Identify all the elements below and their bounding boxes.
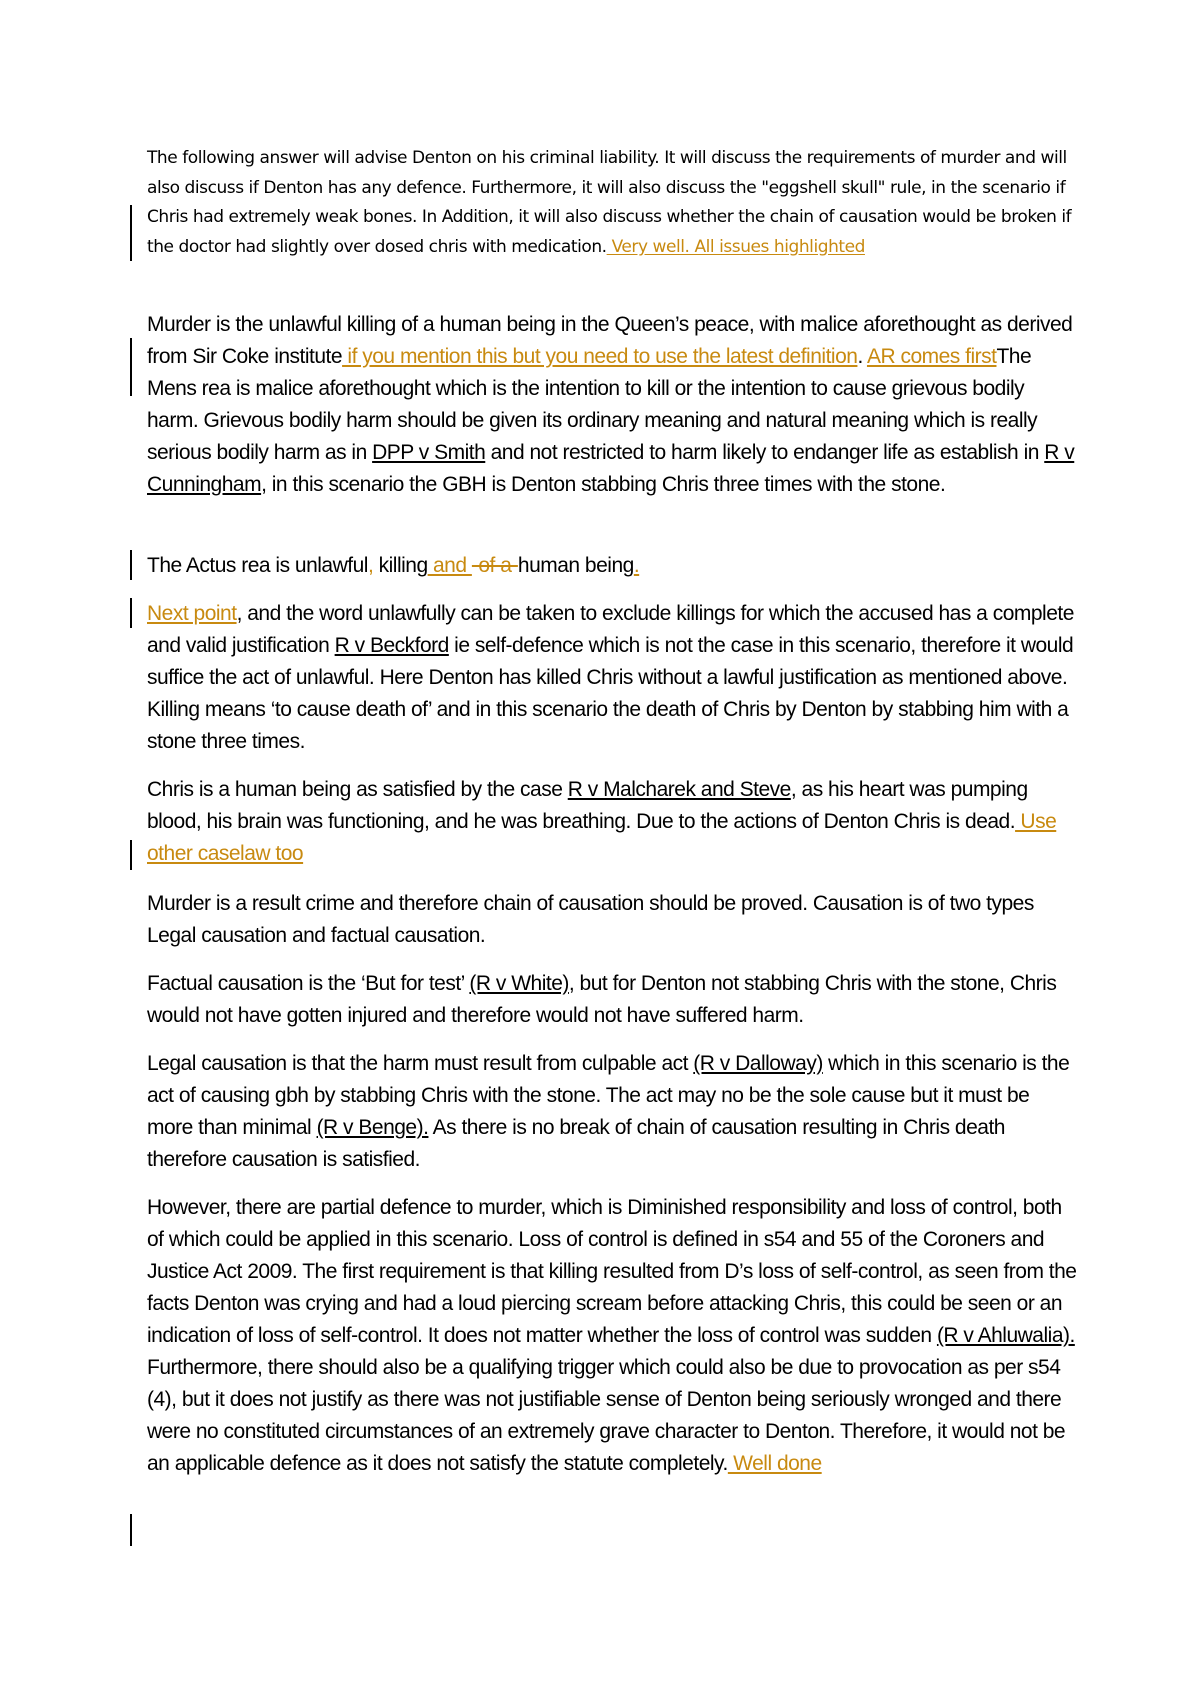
case-reference: (R v Dalloway): [693, 1052, 823, 1075]
human-paragraph: [147, 774, 1077, 870]
factual-text-a: Factual causation is the ‘But for test’: [147, 972, 470, 995]
reviewer-comment: if you mention this but you need to use the latest definition: [342, 345, 858, 368]
case-reference: DPP v Smith: [372, 441, 486, 464]
inserted-text: ,: [367, 554, 374, 577]
reviewer-comment: Well done: [727, 1452, 822, 1475]
legal-paragraph: [147, 1048, 1077, 1176]
intro-paragraph: [147, 144, 1077, 262]
actus-text-b: killing: [373, 554, 428, 577]
change-bar: [130, 598, 132, 628]
murder-text-a: Murder is the unlawful killing of a human being in the Queen’s peace, with malice aforethought as derived from Sir Coke institute: [147, 313, 1073, 368]
case-reference: R v Cunningham: [147, 441, 1075, 496]
reviewer-comment: AR comes first: [866, 345, 997, 368]
legal-text-b: which in this scenario is the act of causing gbh by stabbing Chris with the stone. The act may no be the sole cause but it must be more than minimal: [147, 1052, 1070, 1139]
murder-text-c: and not restricted to harm likely to endanger life as establish in: [485, 441, 1045, 464]
result-paragraph: [147, 888, 1077, 952]
unlawful-text-b: ie self-defence which is not the case in this scenario, therefore it would suffice the act of unlawful. Here Denton has killed Chris without a lawful justification as mentioned above. Killing means ‘to cause death of’ and in this scenario the death of Chris by Denton by stabbing him with a stone three times.: [147, 634, 1074, 753]
reviewer-comment: Very well. All issues highlighted: [606, 236, 865, 257]
case-reference: (R v Ahluwalia).: [936, 1324, 1075, 1347]
reviewer-comment: Use other caselaw too: [147, 810, 1057, 865]
case-reference: R v Beckford: [334, 634, 449, 657]
change-bar: [130, 550, 132, 580]
murder-text-d: , in this scenario the GBH is Denton stabbing Chris three times with the stone.: [261, 473, 946, 496]
legal-text-a: Legal causation is that the harm must result from culpable act: [147, 1052, 694, 1075]
unlawful-text-a: , and the word unlawfully can be taken to exclude killings for which the accused has a complete and valid justification: [147, 602, 1074, 657]
murder-text-dot: .: [857, 345, 867, 368]
human-text-a: Chris is a human being as satisfied by the case: [147, 778, 568, 801]
murder-text-b: The Mens rea is malice aforethought which is the intention to kill or the intention to cause grievous bodily harm. Grievous bodily harm should be given its ordinary meaning and natural meaning which is really serious bodily harm as in: [147, 345, 1038, 464]
defence-paragraph: [147, 1192, 1077, 1480]
change-bar: [130, 840, 132, 870]
intro-text: The following answer will advise Denton on his criminal liability. It will discuss the requirements of murder and will also discuss if Denton has any defence. Furthermore, it will also discuss the "eggshell skull" rule, in the scenario if Chris had extremely weak bones. In Addition, it will also discuss whether the chain of causation would be broken if the doctor had slightly over dosed chris with medication.: [147, 148, 1072, 257]
case-reference: R v Malcharek and Steve: [567, 778, 791, 801]
unlawful-paragraph: [147, 598, 1077, 758]
result-text: Murder is a result crime and therefore chain of causation should be proved. Causation is of two types Legal causation and factual causation.: [147, 892, 1034, 947]
defence-text-a: However, there are partial defence to murder, which is Diminished responsibility and loss of control, both of which could be applied in this scenario. Loss of control is defined in s54 and 55 of the Coroners and Justice Act 2009. The first requirement is that killing resulted from D’s loss of self-control, as seen from the facts Denton was crying and had a loud piercing scream before attacking Chris, this could be seen or an indication of loss of self-control. It does not matter whether the loss of control was sudden: [147, 1196, 1077, 1347]
reviewer-comment: Next point: [147, 602, 237, 625]
actus-text-a: The Actus rea is unlawful: [147, 554, 368, 577]
inserted-text: and: [427, 554, 472, 577]
human-text-b: , as his heart was pumping blood, his brain was functioning, and he was breathing. Due to the actions of Denton Chris is dead.: [147, 778, 1028, 833]
change-bar: [130, 1514, 132, 1546]
actus-text-c: human being: [517, 554, 634, 577]
deleted-text: -of a-: [471, 554, 518, 577]
case-reference: (R v Benge).: [316, 1116, 429, 1139]
actus-paragraph: [147, 550, 1077, 582]
murder-paragraph: [147, 309, 1077, 501]
inserted-text: .: [633, 554, 640, 577]
defence-text-b: Furthermore, there should also be a qualifying trigger which could also be due to provocation as per s54 (4), but it does not justify as there was not justifiable sense of Denton being seriously wronged and there were no constituted circumstances of an extremely grave character to Denton. Therefore, it would not be an applicable defence as it does not satisfy the statute completely.: [147, 1356, 1066, 1475]
legal-text-c: As there is no break of chain of causation resulting in Chris death therefore causation is satisfied.: [147, 1116, 1005, 1171]
change-bar: [130, 205, 132, 261]
case-reference: (R v White): [469, 972, 569, 995]
change-bar: [130, 338, 132, 396]
factual-paragraph: [147, 968, 1077, 1032]
factual-text-b: , but for Denton not stabbing Chris with the stone, Chris would not have gotten injured and therefore would not have suffered harm.: [147, 972, 1057, 1027]
